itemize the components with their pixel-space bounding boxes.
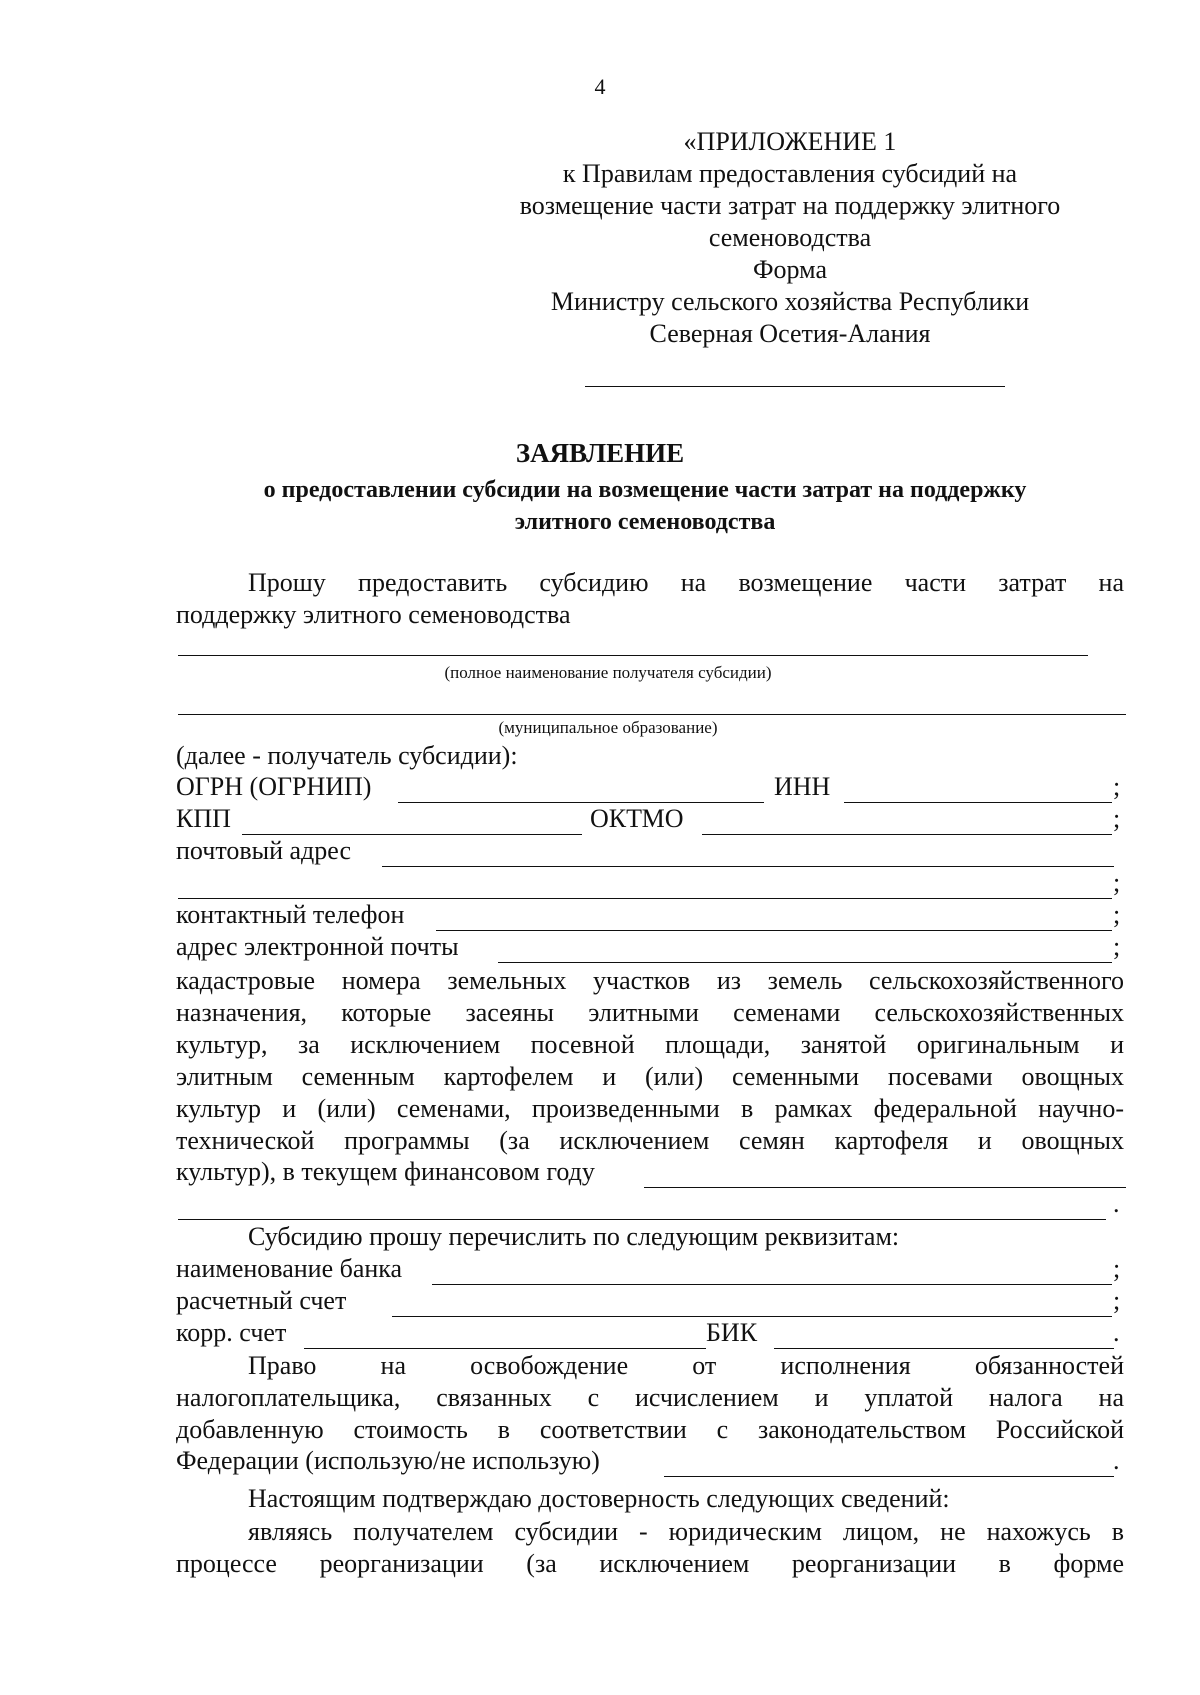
cadastral-line: элитным семенным картофелем и (или) семенными посевами овощных xyxy=(176,1062,1124,1091)
header-line: семеноводства xyxy=(708,223,872,252)
semicolon: ; xyxy=(1113,932,1121,961)
bank-name-label: наименование банка xyxy=(176,1254,403,1283)
corr-account-label: корр. счет xyxy=(176,1318,287,1347)
inn-field[interactable] xyxy=(844,802,1112,803)
intro-line-1: Прошу предоставить субсидию на возмещение части затрат на xyxy=(248,568,1124,597)
vat-text xyxy=(176,1350,1124,1446)
account-field[interactable] xyxy=(392,1316,1112,1317)
semicolon: ; xyxy=(1113,1286,1121,1315)
email-field[interactable] xyxy=(498,962,1112,963)
kpp-field[interactable] xyxy=(242,834,582,835)
vat-field[interactable] xyxy=(664,1476,1114,1477)
semicolon: ; xyxy=(1113,868,1121,897)
corr-account-field[interactable] xyxy=(304,1348,706,1349)
addressee-header xyxy=(470,126,1110,350)
inn-label: ИНН xyxy=(774,772,831,801)
bank-name-field[interactable] xyxy=(432,1284,1112,1285)
bik-field[interactable] xyxy=(774,1348,1114,1349)
cadastral-line: назначения, которые засеяны элитными семенами сельскохозяйственных xyxy=(176,998,1124,1027)
header-line: Министру сельского хозяйства Республики xyxy=(550,287,1030,316)
ogrn-label: ОГРН (ОГРНИП) xyxy=(176,772,372,801)
bank-intro: Субсидию прошу перечислить по следующим реквизитам: xyxy=(248,1222,900,1251)
cadastral-text xyxy=(176,965,1124,1157)
oktmo-label: ОКТМО xyxy=(590,804,684,833)
cadastral-field-2[interactable] xyxy=(178,1219,1106,1220)
semicolon: ; xyxy=(1113,900,1121,929)
intro-line-2: поддержку элитного семеноводства xyxy=(176,600,571,629)
vat-line: Право на освобождение от исполнения обязанностей xyxy=(248,1351,1124,1380)
cadastral-field[interactable] xyxy=(644,1187,1126,1188)
vat-line: добавленную стоимость в соответствии с законодательством Российской xyxy=(176,1415,1124,1444)
phone-label: контактный телефон xyxy=(176,900,405,929)
further-label: (далее - получатель субсидии): xyxy=(176,741,518,770)
cadastral-line: технической программы (за исключением семян картофеля и овощных xyxy=(176,1126,1124,1155)
cadastral-line: культур, за исключением посевной площади, занятой оригинальным и xyxy=(176,1030,1124,1059)
document-title: ЗАЯВЛЕНИЕ xyxy=(515,438,685,468)
subtitle-line: о предоставлении субсидии на возмещение части затрат на поддержку xyxy=(263,477,1027,503)
confirm-line-2: процессе реорганизации (за исключением реорганизации в форме xyxy=(176,1549,1124,1578)
document-subtitle xyxy=(180,474,1110,538)
vat-line: налогоплательщика, связанных с исчислением и уплатой налога на xyxy=(176,1383,1124,1412)
municipality-caption: (муниципальное образование) xyxy=(498,718,718,737)
oktmo-field[interactable] xyxy=(702,834,1112,835)
period: . xyxy=(1113,1318,1120,1347)
page-number: 4 xyxy=(594,74,606,99)
header-line: к Правилам предоставления субсидий на xyxy=(562,159,1018,188)
account-label: расчетный счет xyxy=(176,1286,347,1315)
postal-address-field-2[interactable] xyxy=(178,898,1112,899)
semicolon: ; xyxy=(1113,1254,1121,1283)
postal-address-field[interactable] xyxy=(382,866,1114,867)
email-label: адрес электронной почты xyxy=(176,932,459,961)
header-line: возмещение части затрат на поддержку элитного xyxy=(519,191,1061,220)
period: . xyxy=(1113,1189,1120,1218)
recipient-name-caption: (полное наименование получателя субсидии) xyxy=(444,663,772,682)
confirm-intro: Настоящим подтверждаю достоверность следующих сведений: xyxy=(248,1484,950,1513)
subtitle-line: элитного семеноводства xyxy=(514,509,776,535)
cadastral-line: культур и (или) семенами, произведенными в рамках федеральной научно- xyxy=(176,1094,1124,1123)
semicolon: ; xyxy=(1113,804,1121,833)
kpp-label: КПП xyxy=(176,804,231,833)
signature-blank-line[interactable] xyxy=(585,386,1005,387)
municipality-field[interactable] xyxy=(178,714,1126,715)
header-line: Северная Осетия-Алания xyxy=(649,319,931,348)
vat-last-line: Федерации (использую/не использую) xyxy=(176,1446,600,1475)
confirm-line-1: являясь получателем субсидии - юридическим лицом, не нахожусь в xyxy=(248,1517,1124,1546)
recipient-name-field[interactable] xyxy=(178,655,1088,656)
period: . xyxy=(1113,1446,1120,1475)
cadastral-line: кадастровые номера земельных участков из земель сельскохозяйственного xyxy=(176,966,1124,995)
semicolon: ; xyxy=(1113,772,1121,801)
phone-field[interactable] xyxy=(436,930,1112,931)
header-line: «ПРИЛОЖЕНИЕ 1 xyxy=(683,127,897,156)
bik-label: БИК xyxy=(706,1318,758,1347)
postal-address-label: почтовый адрес xyxy=(176,836,351,865)
ogrn-field[interactable] xyxy=(398,802,764,803)
cadastral-last-line: культур), в текущем финансовом году xyxy=(176,1157,595,1186)
header-line: Форма xyxy=(753,255,827,284)
